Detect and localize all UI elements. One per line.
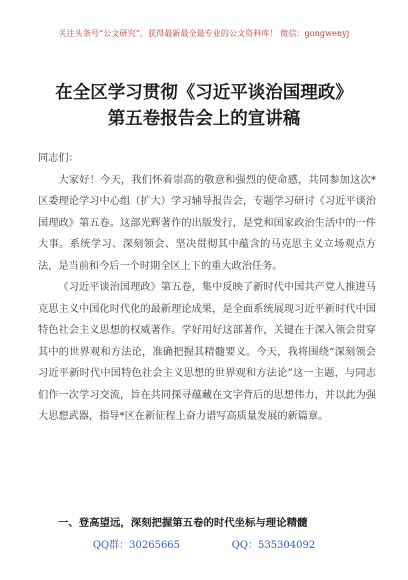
paragraph-1: 大家好！今天，我们怀着崇高的敬意和强烈的使命感，共同参加这次*区委理论学习中心组（扩大）学习辅导报告会，专题学习研讨《习近平谈治国理政》第五卷。这部光辉著作的出版发行，是党和国家政治生活中的一件大事。系统学习、深刻领会、坚决贯彻其中蕴含的马克思主义立场观点方法，是当前和今后一个时期全区上下的重大政治任务。	[38, 174, 376, 272]
footer-contact	[0, 536, 408, 551]
section-heading: 一、登高望远，深刻把握第五卷的时代坐标与理论精髓	[58, 517, 308, 529]
title-line-1: 在全区学习贯彻《习近平谈治国理政》	[55, 83, 353, 103]
document-title	[0, 80, 408, 132]
title-line-2: 第五卷报告会上的宣讲稿	[107, 109, 301, 129]
document-body	[38, 148, 376, 428]
salutation: 同志们：	[38, 153, 79, 164]
paragraph-2: 《习近平谈治国理政》第五卷，集中反映了新时代中国共产党人推进马克思主义中国化时代化的最新理论成果，是全面系统展现习近平新时代中国特色社会主义思想的权威著作。学好用好这部著作，关键在于深入领会贯穿其中的世界观和方法论，准确把握其精髓要义。今天，我将围绕“深刻领会习近平新时代中国特色社会主义思想的世界观和方法论”这一主题，与同志们作一次学习交流，旨在共同探寻蕴藏在文字背后的思想伟力，并以此为强大思想武器，指导*区在新征程上奋力谱写高质量发展的新篇章。	[38, 282, 376, 422]
header-banner: 关注头条号“公文研究”，获得最新最全最专业的公文资料库！ 微信：gongwenyj	[58, 29, 350, 38]
footer-qq-group: QQ群：30265665	[92, 540, 181, 551]
footer-qq: QQ：535304092	[231, 540, 316, 551]
